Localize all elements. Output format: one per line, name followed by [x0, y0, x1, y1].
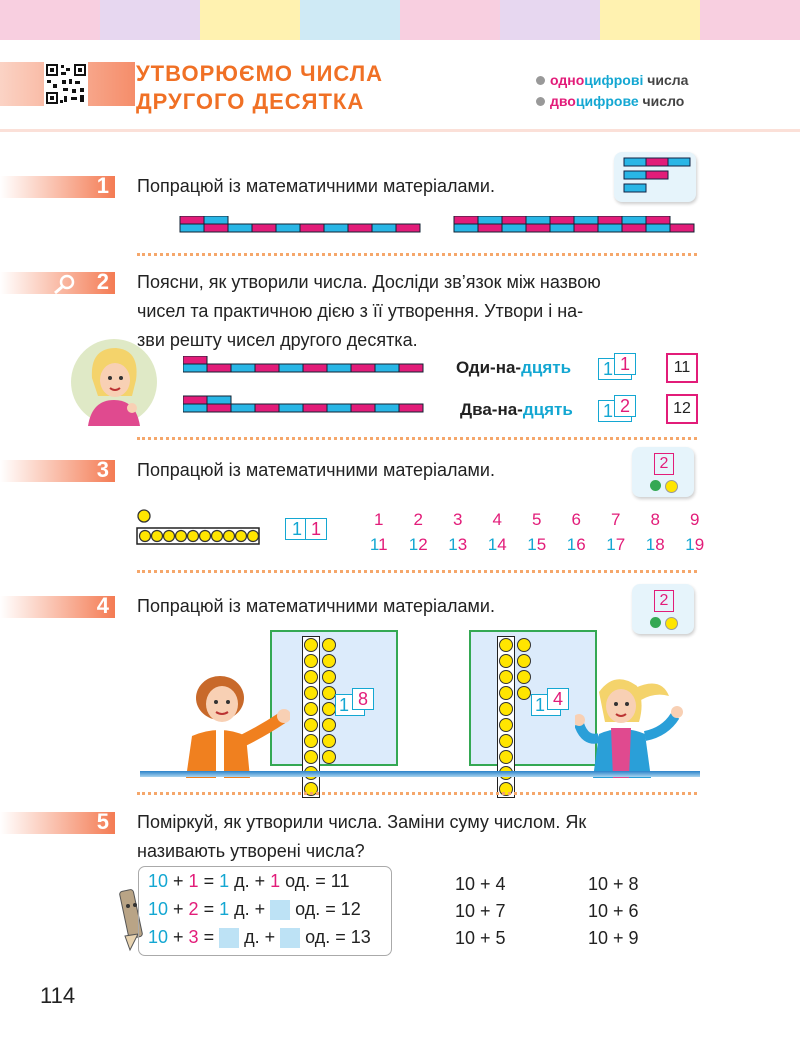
- header-divider: [0, 129, 800, 132]
- left-mat-unit-card: [352, 688, 374, 710]
- task-number-label: 5: [96, 809, 109, 834]
- sum-line-1: 10 + 1 = 1 д. + 1 од. = 11: [148, 871, 350, 891]
- qr-code-icon[interactable]: [44, 62, 88, 106]
- bead-column-units: [517, 638, 531, 702]
- boy-illustration: [180, 672, 290, 778]
- task2-text: [137, 268, 697, 355]
- green-dot-icon: [650, 480, 661, 491]
- card-unit: 8: [357, 689, 368, 709]
- blank-answer-box[interactable]: [280, 928, 300, 948]
- row2-word: [460, 400, 573, 420]
- card-ten: 1: [339, 695, 350, 715]
- bead-strip: [135, 508, 261, 546]
- row1-word-b: дцять: [521, 358, 572, 377]
- girl-illustration: [70, 338, 158, 426]
- page-title: [136, 60, 383, 116]
- number-15: 15: [527, 535, 547, 554]
- row2-number-box: 12: [666, 394, 698, 424]
- task-number-2: [0, 269, 115, 294]
- task4-text: Попрацюй із математичними матеріалами.: [137, 596, 495, 616]
- legend1-part-b: цифрові: [584, 72, 644, 88]
- row1-number-box: 11: [666, 353, 698, 383]
- row2-unit-card: [614, 395, 636, 417]
- task3-unit-card: [305, 518, 327, 540]
- row1-word: [456, 358, 571, 378]
- yellow-dot-icon: [665, 617, 678, 630]
- number-19: 19: [685, 535, 705, 554]
- task1-rods: [178, 216, 698, 240]
- number-3: 3: [453, 510, 463, 529]
- number-11: 11: [369, 535, 388, 554]
- task-number-1: [0, 173, 115, 198]
- card-ten: 1: [535, 695, 546, 715]
- card-ten: 1: [603, 359, 614, 379]
- row2-word-b: дцять: [522, 400, 573, 419]
- legend2-part-c: число: [638, 93, 685, 109]
- number-7: 7: [611, 510, 621, 529]
- number-1: 1: [374, 510, 384, 529]
- divider-dotted: [137, 437, 697, 440]
- card-unit: 4: [552, 689, 563, 709]
- sum-line-2: 10 + 2 = 1 д. + од. = 12: [148, 899, 361, 919]
- number-6: 6: [571, 510, 581, 529]
- right-mat-unit-card: [547, 688, 569, 710]
- expression: 10 + 4: [455, 874, 506, 894]
- task-number-3: [0, 457, 115, 482]
- top-color-strip: [0, 0, 800, 40]
- single-digit-row: [359, 510, 715, 530]
- card-unit: 2: [619, 396, 630, 416]
- number-12: 12: [408, 535, 428, 554]
- task5-line-2: називають утворені числа?: [137, 841, 365, 861]
- row1-unit-card: [614, 353, 636, 375]
- divider-dotted: [137, 792, 697, 795]
- task-number-label: 4: [96, 593, 109, 618]
- expression: 10 + 5: [455, 928, 506, 948]
- legend1-part-c: числа: [643, 72, 689, 88]
- legend-item-two-digit: [536, 91, 688, 112]
- number-8: 8: [650, 510, 660, 529]
- digit-icon-box: [632, 584, 694, 634]
- row2-word-a: Два-на-: [460, 400, 523, 419]
- yellow-dot-icon: [665, 480, 678, 493]
- card-ten: 1: [603, 401, 614, 421]
- bullet-icon: [536, 97, 545, 106]
- green-dot-icon: [650, 617, 661, 628]
- sum-line-3: 10 + 3 = д. + од. = 13: [148, 927, 371, 947]
- expression: 10 + 6: [588, 901, 639, 921]
- task3-text: Попрацюй із математичними матеріалами.: [137, 460, 495, 480]
- digit-icon-box: [632, 447, 694, 497]
- card-unit: 1: [310, 519, 321, 539]
- digit-card: 2: [654, 453, 674, 475]
- number-17: 17: [606, 535, 626, 554]
- task2-line-1: Поясни, як утворили числа. Досліди зв’язок між назвою: [137, 272, 601, 292]
- bead-column-units: [322, 638, 336, 766]
- row1-word-a: Оди-на-: [456, 358, 522, 377]
- digit-card: 2: [654, 590, 674, 612]
- legend1-part-a: одно: [550, 72, 585, 88]
- task-number-label: 3: [96, 457, 109, 482]
- number-14: 14: [487, 535, 507, 554]
- page-number: 114: [40, 983, 76, 1008]
- number-9: 9: [690, 510, 700, 529]
- task-number-5: [0, 809, 115, 834]
- expression: 10 + 9: [588, 928, 639, 948]
- title-line-2: ДРУГОГО ДЕСЯТКА: [136, 89, 365, 114]
- girl-pigtails-illustration: [575, 672, 695, 778]
- task5-line-1: Поміркуй, як утворили числа. Заміни суму числом. Як: [137, 812, 587, 832]
- floor-line: [140, 771, 700, 777]
- task1-text: Попрацюй із математичними матеріалами.: [137, 176, 495, 196]
- number-4: 4: [492, 510, 502, 529]
- magnifier-icon: [52, 274, 78, 294]
- two-digit-row: [359, 535, 715, 555]
- title-line-1: УТВОРЮЄМО ЧИСЛА: [136, 61, 384, 86]
- task2-line-2: чисел та практичною дією з її утворення. Утвори і на-: [137, 301, 584, 321]
- divider-dotted: [137, 253, 697, 256]
- number-13: 13: [448, 535, 468, 554]
- expression: 10 + 8: [588, 874, 639, 894]
- divider-dotted: [137, 570, 697, 573]
- task2-line-3: зви решту чисел другого десятка.: [137, 330, 418, 350]
- number-5: 5: [532, 510, 542, 529]
- number-16: 16: [566, 535, 586, 554]
- task-number-label: 1: [96, 173, 109, 198]
- legend2-part-a: дво: [550, 93, 576, 109]
- number-2: 2: [413, 510, 423, 529]
- task2-rods: [183, 356, 433, 420]
- blank-answer-box[interactable]: [219, 928, 239, 948]
- card-unit: 1: [619, 354, 630, 374]
- legend-item-one-digit: [536, 70, 688, 91]
- bullet-icon: [536, 76, 545, 85]
- blank-answer-box[interactable]: [270, 900, 290, 920]
- number-18: 18: [645, 535, 665, 554]
- expression: 10 + 7: [455, 901, 506, 921]
- card-ten: 1: [292, 519, 303, 539]
- legend: [536, 70, 688, 112]
- legend2-part-b: цифрове: [575, 93, 639, 109]
- task-number-4: [0, 593, 115, 618]
- task5-text: [137, 808, 697, 866]
- rods-icon: [614, 152, 696, 202]
- task-number-label: 2: [96, 269, 109, 294]
